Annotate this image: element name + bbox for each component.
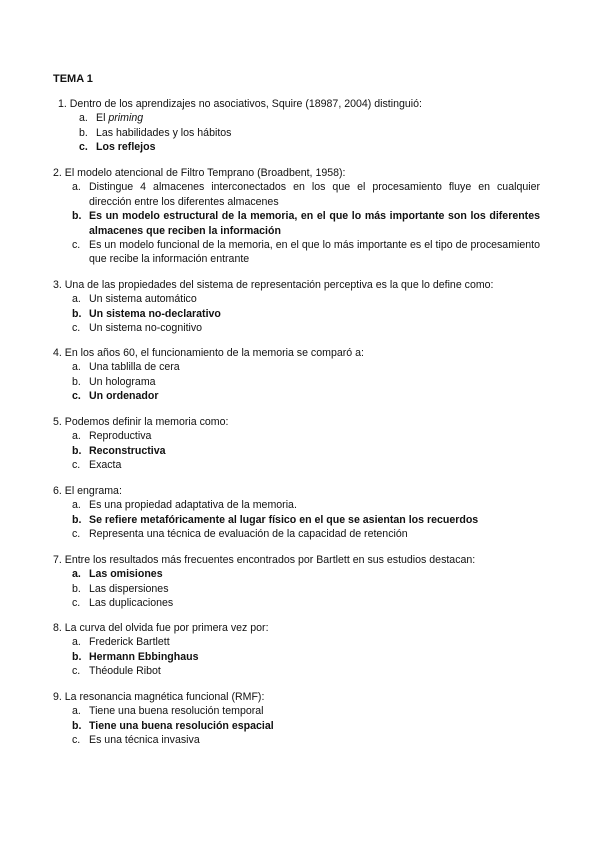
option-c	[53, 664, 540, 678]
option-text: Representa una técnica de evaluación de la capacidad de retención	[89, 528, 408, 541]
option-text: Un sistema no-cognitivo	[89, 322, 203, 335]
option-text: Se refiere metafóricamente al lugar físico en el que se asientan los recuerdos	[89, 513, 479, 526]
option-b-correct	[53, 513, 540, 527]
option-a	[53, 704, 540, 718]
option-a	[53, 292, 540, 306]
option-b-correct	[53, 444, 540, 458]
question-text: 5. Podemos definir la memoria como:	[53, 416, 229, 428]
option-letter: b.	[72, 650, 82, 663]
option-text: Reconstructiva	[89, 444, 166, 457]
option-letter: b.	[72, 307, 82, 320]
option-letter: a.	[72, 430, 81, 443]
question-text: 3. Una de las propiedades del sistema de representación perceptiva es la que lo define como:	[53, 279, 494, 291]
option-text: Es un modelo funcional de la memoria, en el que lo más importante es el tipo de procesamiento que recibe la información entrante	[89, 239, 540, 266]
option-text: Reproductiva	[89, 430, 152, 443]
question-text: 1. Dentro de los aprendizajes no asociativos, Squire (18987, 2004) distinguió:	[58, 98, 422, 110]
option-letter: b.	[72, 210, 82, 223]
option-letter: c.	[79, 141, 88, 154]
question-text: 4. En los años 60, el funcionamiento de la memoria se comparó a:	[53, 347, 364, 359]
question-6	[53, 484, 540, 542]
question-text: 6. El engrama:	[53, 485, 122, 497]
question-7	[53, 553, 540, 611]
option-letter: c.	[72, 322, 81, 335]
option-letter: b.	[72, 513, 82, 526]
option-text: Frederick Bartlett	[89, 636, 170, 649]
option-a	[53, 635, 540, 649]
question-3	[53, 278, 540, 336]
question-8	[53, 621, 540, 679]
option-a	[53, 498, 540, 512]
question-4	[53, 346, 540, 404]
option-text: Un ordenador	[89, 390, 159, 403]
option-emphasis: priming	[108, 112, 144, 125]
option-text: Distingue 4 almacenes interconectados en los que el procesamiento fluye en cualquier dirección entre los diferentes almacenes	[89, 181, 540, 208]
option-a	[58, 111, 545, 125]
option-letter: c.	[72, 597, 81, 610]
option-letter: b.	[72, 375, 81, 388]
option-b-correct	[53, 209, 540, 238]
option-text: Las omisiones	[89, 568, 163, 581]
question-9	[53, 690, 540, 748]
option-letter: a.	[72, 181, 81, 194]
option-text: Tiene una buena resolución espacial	[89, 719, 274, 732]
page-title: TEMA 1	[53, 73, 93, 85]
option-text: Las dispersiones	[89, 582, 169, 595]
question-text: 2. El modelo atencional de Filtro Temprano (Broadbent, 1958):	[53, 167, 346, 179]
option-a	[53, 360, 540, 374]
option-c-correct	[58, 140, 545, 154]
option-c	[53, 238, 540, 267]
option-b-correct	[53, 650, 540, 664]
option-text: Es un modelo estructural de la memoria, en el que lo más importante son los diferentes almacenes que reciben la información	[89, 210, 540, 237]
option-letter: c.	[72, 665, 81, 678]
option-c	[53, 527, 540, 541]
option-letter: c.	[72, 239, 81, 252]
option-letter: b.	[72, 444, 82, 457]
option-c	[53, 321, 540, 335]
question-5	[53, 415, 540, 473]
option-text: El	[96, 112, 109, 125]
option-text: Una tablilla de cera	[89, 361, 180, 374]
option-letter: a.	[72, 499, 81, 512]
question-2	[53, 166, 540, 267]
question-text: 8. La curva del olvida fue por primera vez por:	[53, 622, 269, 634]
option-letter: a.	[72, 705, 81, 718]
option-text: Es una propiedad adaptativa de la memoria.	[89, 499, 297, 512]
option-text: Un holograma	[89, 375, 156, 388]
option-letter: a.	[72, 636, 81, 649]
question-text: 7. Entre los resultados más frecuentes encontrados por Bartlett en sus estudios destacan:	[53, 554, 476, 566]
option-text: Un sistema no-declarativo	[89, 307, 221, 320]
option-letter: b.	[79, 126, 88, 139]
option-b	[53, 582, 540, 596]
option-b-correct	[53, 307, 540, 321]
option-c	[53, 596, 540, 610]
option-a	[53, 429, 540, 443]
option-text: Un sistema automático	[89, 293, 197, 306]
option-letter: a.	[79, 112, 88, 125]
option-text: Los reflejos	[96, 141, 156, 154]
option-b	[53, 375, 540, 389]
option-a	[53, 180, 540, 209]
option-c	[53, 733, 540, 747]
option-letter: a.	[72, 293, 81, 306]
option-letter: a.	[72, 361, 81, 374]
option-b	[58, 126, 545, 140]
option-text: Théodule Ribot	[89, 665, 161, 678]
option-a-correct	[53, 567, 540, 581]
option-text: Las duplicaciones	[89, 597, 174, 610]
option-letter: a.	[72, 568, 81, 581]
option-letter: c.	[72, 459, 81, 472]
option-letter: c.	[72, 390, 81, 403]
option-letter: b.	[72, 582, 81, 595]
option-c-correct	[53, 389, 540, 403]
option-c	[53, 458, 540, 472]
option-text: Tiene una buena resolución temporal	[89, 705, 264, 718]
option-letter: b.	[72, 719, 82, 732]
question-text: 9. La resonancia magnética funcional (RMF):	[53, 691, 265, 703]
option-letter: c.	[72, 528, 81, 541]
question-1	[58, 97, 545, 155]
option-letter: c.	[72, 734, 81, 747]
option-text: Exacta	[89, 459, 122, 472]
option-text: Hermann Ebbinghaus	[89, 650, 199, 663]
option-text: Es una técnica invasiva	[89, 734, 200, 747]
option-b-correct	[53, 719, 540, 733]
option-text: Las habilidades y los hábitos	[96, 126, 232, 139]
